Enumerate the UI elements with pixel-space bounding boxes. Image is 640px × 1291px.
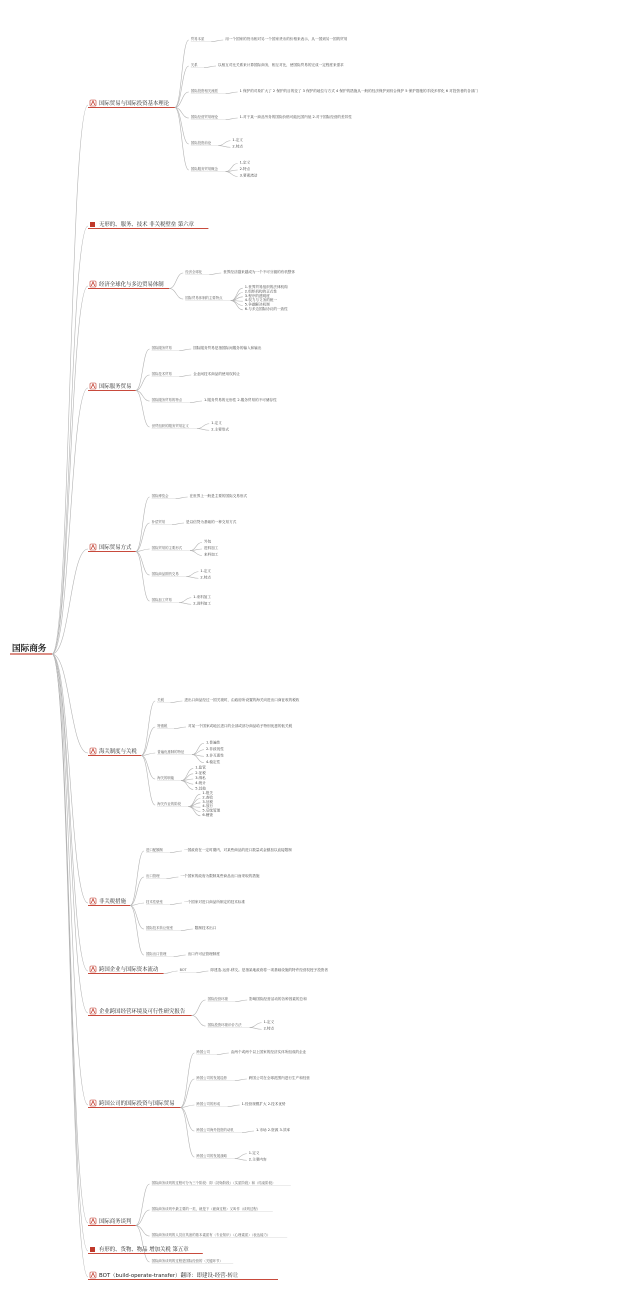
connector-line	[52, 654, 88, 903]
connector-line	[181, 781, 193, 790]
connector-line	[179, 598, 191, 603]
connector-line	[130, 877, 144, 906]
subtopic-label[interactable]: 来料加工	[204, 552, 219, 557]
branch-label: 国际贸易方式	[99, 545, 132, 551]
branch-label: 无形的、服务、技术 非关税壁垒 第六章	[99, 222, 195, 228]
subtopic-label[interactable]: 1.定义	[239, 160, 251, 165]
subtopic-label[interactable]: 1.定义	[211, 420, 222, 425]
topic-label: 国际贸易体制的主要特点	[185, 296, 223, 300]
flag-icon	[90, 1100, 96, 1106]
connector-line	[175, 40, 189, 108]
branch-b4[interactable]	[88, 382, 136, 391]
branch-label: 国际贸易与国际投资基本理论	[99, 101, 170, 107]
topic-node[interactable]	[152, 397, 190, 403]
connector-line	[218, 141, 230, 146]
topic-label: 国际投资前论	[190, 141, 212, 145]
subtopic-label[interactable]: 1.定义	[248, 1150, 260, 1155]
subtopic-label[interactable]: 进料加工	[204, 546, 219, 550]
subtopic-label[interactable]: 3.缉私	[195, 776, 206, 780]
connector-line	[209, 273, 221, 275]
topic-label: 特惠税	[157, 724, 168, 728]
flag-icon	[90, 1218, 96, 1224]
connector-line	[136, 552, 150, 576]
connector-line	[52, 105, 88, 654]
topic-node[interactable]	[146, 899, 170, 905]
flag-icon	[90, 281, 96, 287]
subtopic-label[interactable]: 4.放行	[202, 804, 214, 809]
subtopic-label[interactable]: 2.非歧视性	[206, 746, 224, 751]
flag-icon	[90, 898, 96, 904]
topic-node[interactable]	[191, 36, 211, 42]
branch-label: 国际商务谈判	[99, 1219, 132, 1225]
connector-line	[186, 577, 198, 579]
subtopic-label[interactable]: 1.经营规模扩大 2.技术优势	[241, 1102, 286, 1106]
branch-b1[interactable]	[88, 99, 175, 108]
subtopic-label[interactable]: 1.服务贸易的无形性 2.服务贸易的不可储存性	[204, 398, 277, 402]
topic-label: 国际商务谈判的过程是国际经营的（关键环节）	[151, 1259, 223, 1263]
topic-label: 跨国公司的发展趋势	[196, 1076, 227, 1080]
branch-label: 国际服务贸易	[99, 384, 132, 390]
topic-node[interactable]	[196, 1075, 234, 1081]
subtopic-label[interactable]: 世界经济越来越成为一个不可分割的有机整体	[223, 270, 296, 274]
topic-label: 跨国公司的形成	[196, 1102, 221, 1106]
connector-line	[211, 40, 223, 42]
flag-icon	[90, 1008, 96, 1014]
topic-node[interactable]	[196, 1101, 227, 1107]
topic-label: 国际贸易的主要形式	[151, 546, 183, 550]
subtopic-label[interactable]: 4.稳定性	[206, 759, 221, 764]
topic-node[interactable]	[196, 1153, 234, 1159]
topic-node[interactable]	[152, 345, 180, 351]
subtopic-label[interactable]: 即建造-运营-移交。是指某地政府将一项基础设施的特许经营权授予投资者	[210, 968, 328, 972]
flag-icon	[90, 100, 96, 106]
connector-line	[190, 549, 202, 551]
topic-node[interactable]	[157, 801, 188, 807]
branch-label: 有形的、货物、物品 增加关税 第五章	[99, 1247, 189, 1253]
connector-line	[228, 1105, 240, 1107]
connector-line	[52, 654, 88, 1277]
subtopic-label[interactable]: 2.主要形式	[211, 427, 230, 432]
connector-line	[174, 955, 186, 957]
connector-line	[170, 851, 182, 853]
topic-label: 国际出口管理	[146, 952, 167, 956]
connector-line	[190, 543, 202, 551]
topic-label: 国际商务谈判的人员应具备的基本素质有（专业知识）（心理素质）（表达能力）	[151, 1233, 271, 1237]
connector-line	[242, 1131, 254, 1133]
topic-label: 国际商品期货交易	[151, 572, 179, 576]
topic-label: BOT	[179, 968, 187, 972]
topic-label: 国际博览会	[151, 494, 169, 498]
branch-b11[interactable]	[88, 1217, 136, 1226]
subtopic-label[interactable]: 用一个国家的货币相对另一个国家货币的价格来表示，从一国到另一国的贸易	[225, 37, 348, 41]
branch-b8[interactable]	[88, 965, 164, 974]
topic-label: 国际技术转让壁垒	[146, 926, 174, 930]
connector-line	[235, 1079, 247, 1081]
topic-node[interactable]	[208, 1022, 250, 1028]
connector-line	[218, 146, 230, 148]
topic-label: 国际经营环境	[207, 997, 228, 1001]
subtopic-label[interactable]: 进出口商品经过一国关境时，由政府所设置的海关向进出口商征收的税收	[184, 698, 300, 702]
topic-label: 国际商务谈判的过程可分为三个阶段：即（初始阶段）（实质阶段）和（结束阶段）	[151, 1181, 276, 1185]
subtopic-label[interactable]: 5.后续管理	[202, 808, 221, 813]
connector-line	[192, 755, 204, 763]
topic-node[interactable]	[180, 968, 197, 973]
subtopic-label[interactable]: 1.市场 2.资源 3.效率	[256, 1128, 291, 1132]
flag-icon	[90, 383, 96, 389]
subtopic-label[interactable]: 2.征税	[195, 770, 206, 775]
connector-line	[190, 551, 202, 556]
topic-node[interactable]	[185, 269, 209, 275]
subtopic-label[interactable]: 3.要素流动	[239, 173, 258, 178]
subtopic-label[interactable]: 1.报关	[202, 791, 214, 796]
topic-node[interactable]	[191, 166, 226, 172]
branch-b7[interactable]	[88, 897, 130, 906]
subtopic-label[interactable]: 在世界上一般是主要的国际交易形式	[189, 494, 248, 498]
topic-label: 海关的职能	[157, 776, 175, 780]
subtopic-label[interactable]: 对某一个国家或地区进口的全部或部分商品给予特别优惠的低关税	[188, 724, 293, 728]
connector-line	[130, 906, 144, 930]
branch-label: BOT（build-operate-transfer）翻译：即建设-经营-转让	[99, 1273, 239, 1279]
connector-line	[52, 654, 88, 971]
subtopic-label[interactable]: 跨国公司在全球范围内进行生产和经营	[248, 1076, 310, 1080]
connector-line	[52, 654, 88, 1251]
topic-node[interactable]	[152, 519, 172, 525]
branch-b6[interactable]	[88, 747, 141, 756]
topic-node[interactable]	[191, 140, 219, 146]
connector-line	[180, 1108, 194, 1158]
connector-line	[130, 906, 144, 956]
topic-node[interactable]	[152, 545, 190, 551]
subtopic-label[interactable]: 1.定义	[200, 568, 212, 573]
connector-line	[179, 603, 191, 605]
topic-node[interactable]	[191, 114, 226, 120]
flag-icon	[90, 544, 96, 550]
topic-label: 国际服务贸易	[151, 346, 172, 350]
topic-label: 补偿贸易	[151, 520, 166, 524]
topic-node[interactable]	[146, 873, 166, 879]
connector-line	[204, 66, 216, 68]
subtopic-label[interactable]: 一个国家对进口商品所制定的技术标准	[184, 900, 246, 904]
topic-label: 世贸组织的服务贸易定义	[151, 424, 189, 428]
connector-line	[226, 164, 238, 172]
subtopic-label[interactable]: 1.定义	[232, 137, 244, 142]
connector-line	[179, 349, 191, 351]
subtopic-label[interactable]: 3.非互惠性	[206, 753, 224, 758]
connector-line	[192, 1000, 206, 1016]
connector-line	[226, 170, 238, 172]
topic-node[interactable]	[146, 925, 181, 931]
topic-node[interactable]	[146, 951, 174, 957]
connector-line	[179, 375, 191, 377]
topic-label: 国际服务贸易概念	[190, 167, 218, 171]
connector-line	[250, 1023, 262, 1028]
subtopic-label[interactable]: 1.监管	[195, 765, 206, 770]
topic-node[interactable]	[191, 62, 204, 68]
connector-line	[52, 388, 88, 654]
subtopic-label[interactable]: 5.争端解决机制	[244, 302, 270, 307]
branch-label: 跨国企业与国际资本流动	[99, 967, 159, 973]
branch-b12[interactable]	[88, 1245, 203, 1254]
topic-label: 关税	[157, 698, 164, 702]
subtopic-label[interactable]: 2.特点	[263, 1026, 275, 1031]
connector-line	[196, 971, 208, 973]
topic-label: 国际服务贸易的特点	[151, 398, 183, 402]
subtopic-label[interactable]: 由两个或两个以上国家的经济实体所组成的企业	[230, 1050, 307, 1054]
topic-node[interactable]	[152, 1232, 288, 1238]
subtopic-label[interactable]: 一个国家的政府为限制某些商品出口而采取的措施	[180, 874, 260, 878]
topic-node[interactable]	[152, 423, 198, 429]
connector-line	[192, 1016, 206, 1027]
topic-label: 贸易本质	[190, 37, 205, 41]
topic-node[interactable]	[196, 1127, 242, 1133]
connector-line	[180, 1108, 194, 1132]
connector-line	[52, 226, 88, 654]
connector-line	[197, 429, 209, 431]
connector-line	[186, 572, 198, 577]
topic-node[interactable]	[152, 493, 176, 499]
connector-line	[141, 727, 155, 756]
subtopic-label[interactable]: 2.查验	[202, 795, 214, 800]
connector-line	[141, 756, 155, 806]
topic-node[interactable]	[152, 597, 180, 603]
branch-label: 经济全球化与多边贸易体制	[99, 282, 164, 288]
branch-b2[interactable]	[88, 220, 208, 229]
branch-label: 海关制度与关税	[99, 749, 137, 755]
connector-line	[52, 286, 88, 654]
topic-label: 技术性壁垒	[146, 900, 163, 904]
subtopic-label[interactable]: 2.组织机构的正式性	[244, 289, 277, 294]
branch-b5[interactable]	[88, 543, 136, 552]
subtopic-label[interactable]: 一国政府在一定时期内，对某些商品的进口数量或金额加以直接限制	[184, 848, 292, 852]
connector-line	[164, 971, 178, 974]
topic-node[interactable]	[196, 1049, 216, 1055]
connector-line	[166, 877, 178, 879]
connector-line	[170, 903, 182, 905]
connector-line	[141, 756, 155, 780]
subtopic-label[interactable]: 6.稽查	[202, 812, 214, 817]
root-topic[interactable]: 国际商务	[12, 644, 47, 654]
subtopic-label[interactable]: 5.其他	[195, 786, 206, 791]
connector-line	[226, 172, 238, 177]
topic-label: 出口管理	[146, 874, 160, 878]
connector-line	[235, 1159, 247, 1161]
topic-label: 国际投资环境评价方法	[207, 1023, 242, 1027]
subtopic-label[interactable]: 4.统计	[195, 781, 206, 786]
connector-line	[190, 401, 202, 403]
topic-node[interactable]	[152, 1258, 234, 1264]
topic-node[interactable]	[191, 88, 226, 94]
mind-map-nodes	[88, 36, 478, 1280]
topic-node[interactable]	[157, 749, 192, 755]
topic-node[interactable]	[152, 1206, 273, 1212]
connector-line	[197, 424, 209, 429]
subtopic-label[interactable]: 国际服务贸易是指国际间服务的输入和输出	[193, 346, 262, 350]
topic-label: 国际商务谈判中最主要的一类，就是下（磋商过程）又叫作（谈判过程）	[151, 1207, 261, 1211]
topic-label: 国际技术贸易	[151, 372, 172, 376]
connector-line	[217, 1053, 229, 1055]
connector-line	[226, 118, 238, 120]
connector-line	[169, 289, 183, 300]
branch-label: 非关税措施	[99, 899, 126, 905]
topic-label: 经济全球化	[185, 270, 203, 274]
topic-label: 跨国公司的发展战略	[196, 1154, 227, 1158]
branch-label: 跨国公司的国际投资与国际贸易	[99, 1101, 175, 1107]
flag-icon	[90, 966, 96, 972]
topic-label: 跨国公司海外投资的动机	[196, 1128, 234, 1132]
square-icon	[90, 1247, 95, 1252]
subtopic-label[interactable]: 限制技术出口	[194, 926, 217, 930]
topic-label: 普遍优惠制的特征	[157, 750, 185, 754]
topic-node[interactable]	[208, 996, 236, 1002]
subtopic-label[interactable]: 1 保护的对象扩大了 2 保护的目的变了 3 保护的地位与方式 4 保护的措施从一般的经济保护到综合保护 5 保护措施的手段多样化 6 对投资者的各部门	[239, 89, 478, 93]
connector-line	[180, 1079, 194, 1108]
topic-label: 国际加工贸易	[151, 598, 172, 602]
connector-line	[174, 727, 186, 729]
topic-label: 海关作业的阶段	[157, 802, 181, 806]
subtopic-label[interactable]: 1.普遍性	[206, 740, 221, 745]
topic-label: 关系	[190, 63, 198, 67]
topic-node[interactable]	[157, 723, 174, 729]
subtopic-label[interactable]: 外包	[204, 539, 212, 544]
connector-line	[172, 523, 184, 525]
connector-line	[175, 108, 189, 171]
connector-line	[192, 743, 204, 754]
branch-b3[interactable]	[88, 280, 169, 289]
branch-b13[interactable]	[88, 1271, 278, 1280]
subtopic-label[interactable]: 4.权力与义务的统一	[244, 298, 277, 303]
subtopic-label[interactable]: 出口许可证管理制度	[187, 952, 220, 956]
topic-node[interactable]	[146, 847, 170, 853]
subtopic-label[interactable]: 1.对于某一商品劳务的国际价格可能比国内低 2.对于国际经营的差异性	[239, 115, 352, 119]
connector-line	[176, 497, 188, 499]
topic-label: 跨国公司	[196, 1050, 210, 1054]
subtopic-label[interactable]: 2.主要内容	[248, 1157, 267, 1162]
connector-line	[169, 273, 183, 289]
subtopic-label[interactable]: 3.征税	[202, 799, 214, 804]
flag-icon	[90, 748, 96, 754]
subtopic-label[interactable]: 影响国际经营活动的各种因素的总和	[249, 997, 307, 1001]
connector-line	[235, 1000, 247, 1002]
subtopic-label[interactable]: 2.进料加工	[193, 601, 212, 606]
connector-line	[136, 523, 150, 552]
square-icon	[90, 222, 95, 227]
branch-b10[interactable]	[88, 1099, 180, 1108]
connector-line	[136, 552, 150, 602]
connector-line	[136, 349, 150, 391]
subtopic-label[interactable]: 是以信贷为基础的一种交易方式	[186, 520, 237, 524]
topic-node[interactable]	[157, 697, 170, 703]
connector-line	[226, 92, 238, 94]
subtopic-label[interactable]: 2.特点	[200, 575, 212, 580]
subtopic-label[interactable]: 6.与多边国际协议的一致性	[244, 306, 288, 311]
connector-line	[181, 929, 193, 931]
topic-node[interactable]	[185, 295, 231, 301]
connector-line	[136, 1184, 150, 1226]
subtopic-label[interactable]: 1.定义	[263, 1019, 275, 1024]
connector-line	[52, 654, 88, 1105]
subtopic-label[interactable]: 2.特点	[232, 144, 244, 149]
connector-line	[170, 701, 182, 703]
subtopic-label[interactable]: 企业间技术商品的使用权转让	[193, 372, 240, 376]
topic-node[interactable]	[152, 571, 187, 577]
subtopic-label[interactable]: 以相互对比关系来计算国际商务，相互对比，使国际贸易的完成一定程度来需求	[218, 63, 344, 67]
flag-icon	[90, 1272, 96, 1278]
topic-node[interactable]	[152, 1180, 291, 1186]
subtopic-label[interactable]: 3.程序的透明度	[244, 293, 270, 298]
topic-label: 进口配额制	[146, 848, 163, 852]
subtopic-label[interactable]: 1.来料加工	[193, 594, 212, 599]
connector-line	[52, 654, 88, 1223]
topic-node[interactable]	[157, 775, 181, 781]
subtopic-label[interactable]: 1.世界贸易组织的法律机构	[244, 285, 288, 290]
connector-line	[250, 1028, 262, 1030]
branch-b9[interactable]	[88, 1007, 192, 1016]
connector-line	[235, 1154, 247, 1159]
topic-label: 国际经营贸易理论	[190, 115, 218, 119]
branch-label: 企业跨国经营环境及可行性研究报告	[99, 1009, 186, 1015]
topic-node[interactable]	[152, 371, 180, 377]
subtopic-label[interactable]: 2.特点	[239, 167, 251, 171]
topic-label: 国际投资相关流派	[190, 89, 218, 93]
